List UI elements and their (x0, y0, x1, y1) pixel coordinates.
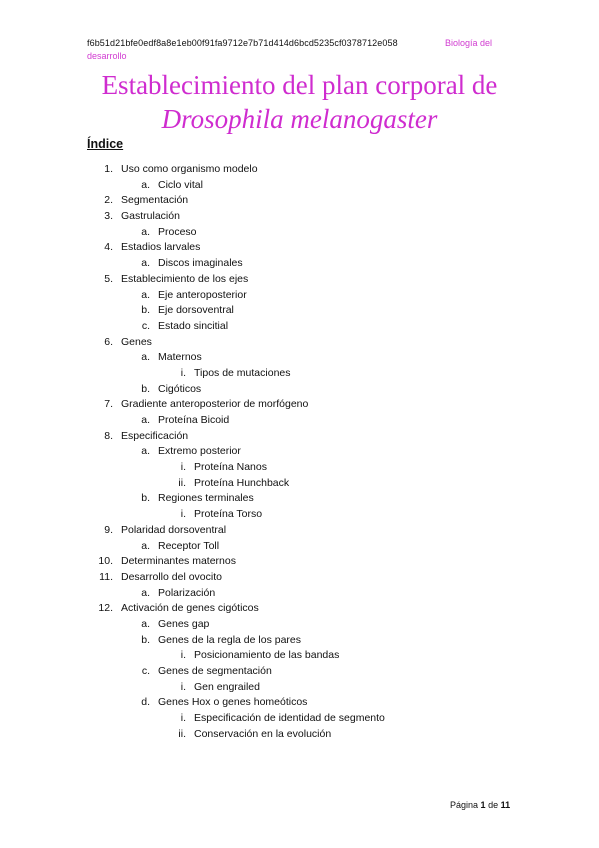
toc-item-marker: a. (141, 178, 150, 191)
toc-item-label: Gastrulación (121, 210, 180, 223)
toc-item-label: Genes gap (158, 617, 210, 630)
toc-item-label: Proceso (158, 225, 197, 238)
toc-item-label: Determinantes maternos (121, 555, 236, 568)
toc-item-label: Posicionamiento de las bandas (194, 649, 340, 662)
toc-item-marker: 8. (104, 429, 113, 442)
toc-item (0, 383, 599, 399)
toc-item (0, 289, 599, 305)
toc-item-marker: a. (141, 288, 150, 301)
toc-item-marker: i. (180, 508, 186, 521)
toc-item-marker: c. (141, 665, 150, 677)
toc-item-marker: 7. (104, 398, 113, 411)
page-footer (450, 800, 510, 810)
toc-item-label: Especificación de identidad de segmento (194, 712, 385, 725)
toc-item-label: Discos imaginales (158, 257, 243, 270)
toc-item (0, 210, 599, 226)
toc-item-marker: b. (141, 633, 150, 646)
toc-item-marker: 6. (104, 335, 113, 348)
toc-item-label: Conservación en la evolución (194, 727, 332, 740)
toc-item-marker: a. (141, 445, 150, 458)
toc-item (0, 681, 599, 697)
toc-item-marker: a. (141, 586, 150, 599)
toc-item-marker: i. (180, 366, 186, 379)
toc-item-marker: 9. (104, 523, 113, 536)
toc-item (0, 602, 599, 618)
toc-item-marker: a. (141, 414, 150, 426)
toc-item-marker: a. (141, 225, 150, 238)
toc-item-label: Activación de genes cigóticos (121, 602, 259, 615)
toc-item-marker: ii. (178, 727, 186, 740)
toc-item (0, 728, 599, 744)
toc-item-marker: a. (141, 257, 150, 270)
toc-item-marker: 5. (104, 272, 113, 285)
toc-item-label: Eje anteroposterior (158, 288, 247, 301)
toc-item-label: Regiones terminales (158, 492, 254, 505)
toc-item (0, 712, 599, 728)
page-total: 11 (500, 800, 511, 810)
toc-item-marker: 1. (104, 163, 113, 175)
toc-item-label: Ciclo vital (158, 178, 203, 191)
toc-item-label: Cigóticos (158, 382, 202, 395)
toc-item-marker: b. (141, 492, 150, 505)
toc-item-marker: d. (141, 696, 150, 709)
toc-item-marker: ii. (178, 476, 186, 489)
toc-item-marker: 4. (104, 241, 113, 254)
toc-item (0, 304, 599, 320)
document-id: f6b51d21bfe0edf8a8e1eb00f91fa9712e7b71d414d6bcd5235cf0378712e058 (87, 38, 398, 48)
toc-item (0, 555, 599, 571)
of-label: de (488, 800, 499, 810)
toc-item (0, 398, 599, 414)
toc-item-label: Genes Hox o genes homeóticos (158, 696, 308, 709)
toc-item (0, 696, 599, 712)
toc-item (0, 163, 599, 179)
toc-item (0, 445, 599, 461)
index-heading: Índice (87, 137, 124, 151)
toc-item-label: Genes de segmentación (158, 665, 272, 677)
page-current: 1 (480, 800, 486, 810)
toc-item (0, 241, 599, 257)
toc-item (0, 336, 599, 352)
subject-label: Biología del (445, 38, 493, 48)
toc-item-label: Segmentación (121, 194, 189, 207)
toc-item (0, 461, 599, 477)
toc-item-marker: 2. (104, 194, 113, 207)
toc-item-marker: b. (141, 304, 150, 317)
toc-item (0, 492, 599, 508)
toc-item-label: Maternos (158, 351, 202, 364)
toc-item (0, 226, 599, 242)
toc-item (0, 571, 599, 587)
toc-item (0, 194, 599, 210)
page-label: Página (450, 800, 479, 810)
toc-item-label: Polarización (158, 586, 216, 599)
toc-item-label: Gradiente anteroposterior de morfógeno (121, 398, 309, 411)
toc-item-label: Estadios larvales (121, 241, 201, 254)
toc-item (0, 524, 599, 540)
toc-item (0, 273, 599, 289)
toc-item (0, 618, 599, 634)
toc-item (0, 257, 599, 273)
toc-item-marker: b. (141, 382, 150, 395)
toc-item-label: Estado sincitial (158, 319, 229, 332)
toc-item-label: Proteína Hunchback (194, 476, 290, 489)
toc-item (0, 430, 599, 446)
toc-item-marker: 12. (98, 602, 113, 615)
table-of-contents (0, 163, 599, 743)
toc-item-marker: i. (180, 461, 186, 474)
toc-item (0, 414, 599, 430)
toc-item-marker: i. (180, 649, 186, 662)
document-title-line1: Establecimiento del plan corporal de (101, 70, 498, 100)
toc-item-label: Gen engrailed (194, 680, 260, 693)
toc-item (0, 320, 599, 336)
toc-item (0, 665, 599, 681)
toc-item-label: Polaridad dorsoventral (121, 523, 227, 536)
toc-item-label: Establecimiento de los ejes (121, 272, 249, 285)
toc-item-label: Eje dorsoventral (158, 304, 234, 317)
toc-item-marker: c. (141, 319, 150, 332)
toc-item (0, 587, 599, 603)
toc-item-label: Receptor Toll (158, 539, 220, 552)
toc-item (0, 179, 599, 195)
toc-item-label: Especificación (121, 429, 189, 442)
toc-item (0, 351, 599, 367)
document-title-line2: Drosophila melanogaster (161, 104, 438, 134)
toc-item (0, 367, 599, 383)
toc-item (0, 634, 599, 650)
toc-item-label: Genes de la regla de los pares (158, 633, 302, 646)
toc-item-marker: a. (141, 351, 150, 364)
toc-item-label: Proteína Torso (194, 508, 263, 521)
toc-item (0, 649, 599, 665)
subject-label-continued: desarrollo (87, 51, 127, 61)
toc-item-label: Uso como organismo modelo (121, 163, 258, 175)
toc-item (0, 508, 599, 524)
toc-item-label: Proteína Nanos (194, 461, 267, 474)
toc-item-marker: 10. (98, 555, 113, 568)
toc-item-label: Genes (121, 335, 152, 348)
toc-item-label: Extremo posterior (158, 445, 241, 458)
toc-item-marker: a. (141, 539, 150, 552)
toc-item-marker: i. (180, 680, 186, 693)
toc-item (0, 540, 599, 556)
toc-item-label: Proteína Bicoid (158, 414, 230, 426)
toc-item-label: Desarrollo del ovocito (121, 570, 222, 583)
toc-item-marker: i. (180, 712, 186, 725)
toc-item (0, 477, 599, 493)
toc-item-marker: 3. (104, 210, 113, 223)
toc-item-label: Tipos de mutaciones (194, 366, 291, 379)
toc-item-marker: a. (141, 617, 150, 630)
toc-item-marker: 11. (99, 570, 113, 583)
